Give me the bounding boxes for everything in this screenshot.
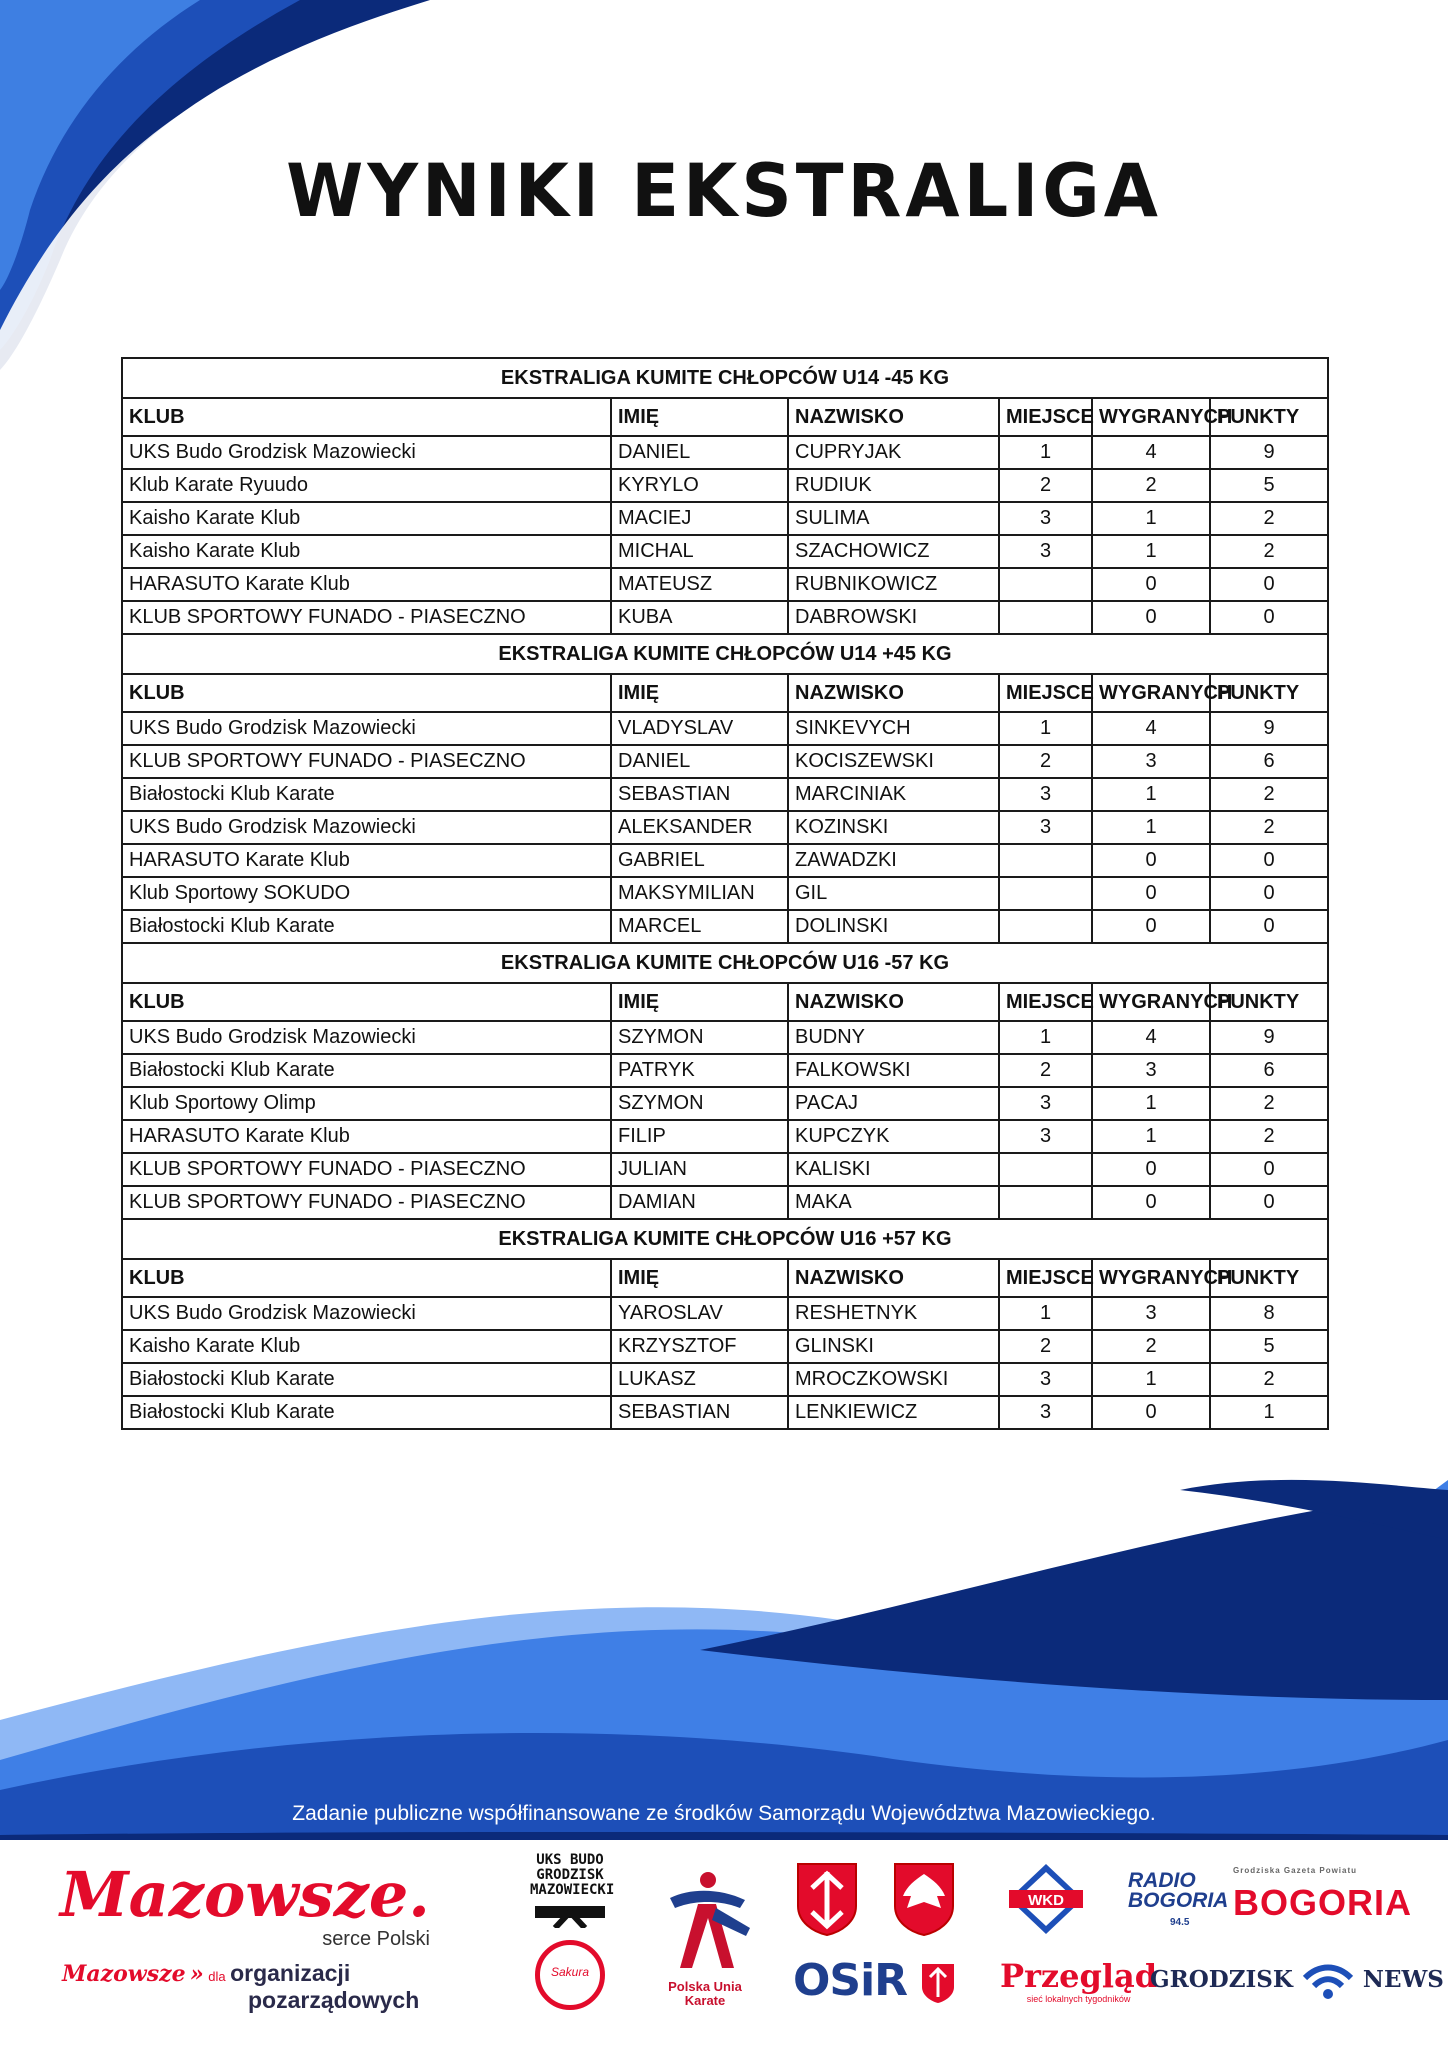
osir-crest-icon bbox=[921, 1963, 955, 2003]
cell-first-name: SEBASTIAN bbox=[611, 778, 788, 811]
cell-club: Białostocki Klub Karate bbox=[122, 1054, 611, 1087]
page-title: WYNIKI EKSTRALIGA bbox=[286, 147, 1162, 235]
cell-club: HARASUTO Karate Klub bbox=[122, 844, 611, 877]
cell-place bbox=[999, 844, 1092, 877]
cell-club: Kaisho Karate Klub bbox=[122, 1330, 611, 1363]
cell-club: HARASUTO Karate Klub bbox=[122, 1120, 611, 1153]
cell-last-name: KUPCZYK bbox=[788, 1120, 999, 1153]
uks-line1: UKS BUDO bbox=[536, 1852, 604, 1868]
bogoria-logo bbox=[1233, 1866, 1413, 1924]
cell-last-name: DOLINSKI bbox=[788, 910, 999, 943]
radio-bogoria-logo bbox=[1124, 1865, 1229, 1935]
karate-belt-icon bbox=[535, 1898, 605, 1928]
ngo-small: dla bbox=[208, 1969, 226, 1984]
przeglad-logo bbox=[1000, 1958, 1157, 2004]
column-header-points: PUNKTY bbox=[1210, 398, 1328, 436]
cell-wins: 1 bbox=[1092, 502, 1210, 535]
table-row bbox=[122, 1297, 1328, 1330]
puk-line1: Polska Unia bbox=[668, 1979, 742, 1994]
mazowsze-logo bbox=[60, 1860, 450, 1950]
wkd-logo bbox=[1007, 1862, 1085, 1936]
cell-points: 8 bbox=[1210, 1297, 1328, 1330]
grodzisk-news-logo bbox=[1150, 1962, 1444, 2000]
cell-last-name: MAKA bbox=[788, 1186, 999, 1219]
cell-place: 3 bbox=[999, 1396, 1092, 1429]
cell-points: 6 bbox=[1210, 745, 1328, 778]
table-row bbox=[122, 469, 1328, 502]
ngo-brand: Mazowsze bbox=[62, 1961, 186, 1987]
cell-place: 2 bbox=[999, 469, 1092, 502]
cell-club: UKS Budo Grodzisk Mazowiecki bbox=[122, 811, 611, 844]
cell-place bbox=[999, 1186, 1092, 1219]
cell-club: UKS Budo Grodzisk Mazowiecki bbox=[122, 1297, 611, 1330]
cell-first-name: SZYMON bbox=[611, 1087, 788, 1120]
cell-points: 2 bbox=[1210, 1120, 1328, 1153]
table-row bbox=[122, 1054, 1328, 1087]
cell-wins: 1 bbox=[1092, 778, 1210, 811]
cell-points: 0 bbox=[1210, 844, 1328, 877]
cell-points: 0 bbox=[1210, 1186, 1328, 1219]
column-header-place: MIEJSCE bbox=[999, 1259, 1092, 1297]
table-row bbox=[122, 502, 1328, 535]
column-header-wins: WYGRANYCH bbox=[1092, 398, 1210, 436]
cell-last-name: SINKEVYCH bbox=[788, 712, 999, 745]
cell-place: 2 bbox=[999, 1054, 1092, 1087]
cell-points: 0 bbox=[1210, 877, 1328, 910]
column-header-last-name: NAZWISKO bbox=[788, 674, 999, 712]
column-header-first-name: IMIĘ bbox=[611, 983, 788, 1021]
cell-first-name: LUKASZ bbox=[611, 1363, 788, 1396]
cell-wins: 0 bbox=[1092, 1186, 1210, 1219]
cell-club: KLUB SPORTOWY FUNADO - PIASECZNO bbox=[122, 745, 611, 778]
category-header-row bbox=[122, 358, 1328, 398]
powiat-crest-icon bbox=[893, 1862, 955, 1936]
column-header-first-name: IMIĘ bbox=[611, 1259, 788, 1297]
cell-points: 2 bbox=[1210, 1363, 1328, 1396]
cell-wins: 4 bbox=[1092, 1021, 1210, 1054]
category-title: EKSTRALIGA KUMITE CHŁOPCÓW U14 -45 KG bbox=[122, 358, 1328, 398]
cell-place bbox=[999, 910, 1092, 943]
ngo-line2: pozarządowych bbox=[248, 1987, 420, 2013]
cell-points: 2 bbox=[1210, 778, 1328, 811]
cell-first-name: KRZYSZTOF bbox=[611, 1330, 788, 1363]
table-row bbox=[122, 1396, 1328, 1429]
results-table bbox=[121, 357, 1329, 1430]
cell-points: 2 bbox=[1210, 502, 1328, 535]
polska-unia-karate-logo bbox=[650, 1868, 760, 2008]
table-row bbox=[122, 745, 1328, 778]
cell-wins: 3 bbox=[1092, 745, 1210, 778]
cell-wins: 1 bbox=[1092, 1120, 1210, 1153]
table-row bbox=[122, 1330, 1328, 1363]
column-header-points: PUNKTY bbox=[1210, 983, 1328, 1021]
category-header-row bbox=[122, 943, 1328, 983]
table-row bbox=[122, 1363, 1328, 1396]
cell-place: 2 bbox=[999, 745, 1092, 778]
radio-line2: BOGORIA bbox=[1128, 1889, 1229, 1912]
przeglad-name: Przegląd bbox=[1000, 1957, 1158, 1995]
table-row bbox=[122, 877, 1328, 910]
sakura-label: Sakura bbox=[550, 1965, 590, 1979]
cell-place: 3 bbox=[999, 1120, 1092, 1153]
cell-wins: 4 bbox=[1092, 436, 1210, 469]
table-row bbox=[122, 1186, 1328, 1219]
cell-first-name: GABRIEL bbox=[611, 844, 788, 877]
cell-last-name: LENKIEWICZ bbox=[788, 1396, 999, 1429]
cell-last-name: DABROWSKI bbox=[788, 601, 999, 634]
uks-line3: MAZOWIECKI bbox=[530, 1882, 615, 1898]
column-header-club: KLUB bbox=[122, 1259, 611, 1297]
cell-first-name: MARCEL bbox=[611, 910, 788, 943]
table-row bbox=[122, 568, 1328, 601]
cell-club: Białostocki Klub Karate bbox=[122, 1396, 611, 1429]
table-row bbox=[122, 535, 1328, 568]
cell-points: 9 bbox=[1210, 436, 1328, 469]
cell-place: 1 bbox=[999, 1021, 1092, 1054]
table-row bbox=[122, 436, 1328, 469]
column-header-wins: WYGRANYCH bbox=[1092, 983, 1210, 1021]
osir-label: OSiR bbox=[793, 1955, 908, 2006]
cell-last-name: MARCINIAK bbox=[788, 778, 999, 811]
cell-last-name: SULIMA bbox=[788, 502, 999, 535]
column-header-points: PUNKTY bbox=[1210, 1259, 1328, 1297]
wifi-icon bbox=[1301, 1962, 1355, 2000]
cell-club: KLUB SPORTOWY FUNADO - PIASECZNO bbox=[122, 601, 611, 634]
cell-points: 5 bbox=[1210, 469, 1328, 502]
cell-last-name: MROCZKOWSKI bbox=[788, 1363, 999, 1396]
column-header-place: MIEJSCE bbox=[999, 398, 1092, 436]
uks-budo-logo bbox=[530, 1852, 615, 1933]
cell-club: Kaisho Karate Klub bbox=[122, 502, 611, 535]
cell-club: KLUB SPORTOWY FUNADO - PIASECZNO bbox=[122, 1153, 611, 1186]
cell-points: 2 bbox=[1210, 811, 1328, 844]
puk-line2: Karate bbox=[684, 1993, 726, 2008]
cell-place: 3 bbox=[999, 502, 1092, 535]
cell-last-name: ZAWADZKI bbox=[788, 844, 999, 877]
cell-place: 1 bbox=[999, 436, 1092, 469]
column-header-first-name: IMIĘ bbox=[611, 398, 788, 436]
cell-wins: 4 bbox=[1092, 712, 1210, 745]
cell-club: Kaisho Karate Klub bbox=[122, 535, 611, 568]
gnews-right: NEWS bbox=[1362, 1966, 1444, 1993]
mazowsze-title: Mazowsze. bbox=[60, 1858, 430, 1931]
gnews-left: GRODZISK bbox=[1150, 1966, 1293, 1993]
cell-place: 3 bbox=[999, 1087, 1092, 1120]
table-row bbox=[122, 811, 1328, 844]
cell-first-name: KYRYLO bbox=[611, 469, 788, 502]
cell-first-name: MATEUSZ bbox=[611, 568, 788, 601]
cell-place bbox=[999, 568, 1092, 601]
column-header-place: MIEJSCE bbox=[999, 983, 1092, 1021]
cell-wins: 1 bbox=[1092, 1363, 1210, 1396]
cell-club: KLUB SPORTOWY FUNADO - PIASECZNO bbox=[122, 1186, 611, 1219]
cell-wins: 3 bbox=[1092, 1054, 1210, 1087]
column-header-place: MIEJSCE bbox=[999, 674, 1092, 712]
cell-last-name: KALISKI bbox=[788, 1153, 999, 1186]
cell-last-name: GLINSKI bbox=[788, 1330, 999, 1363]
category-title: EKSTRALIGA KUMITE CHŁOPCÓW U16 +57 KG bbox=[122, 1219, 1328, 1259]
cell-wins: 2 bbox=[1092, 469, 1210, 502]
cell-wins: 0 bbox=[1092, 910, 1210, 943]
przeglad-subtitle: sieć lokalnych tygodników bbox=[1026, 1994, 1131, 2004]
cell-club: UKS Budo Grodzisk Mazowiecki bbox=[122, 1021, 611, 1054]
cell-points: 0 bbox=[1210, 910, 1328, 943]
cell-first-name: MACIEJ bbox=[611, 502, 788, 535]
cell-first-name: YAROSLAV bbox=[611, 1297, 788, 1330]
cell-points: 5 bbox=[1210, 1330, 1328, 1363]
cell-place: 3 bbox=[999, 811, 1092, 844]
cell-place bbox=[999, 1153, 1092, 1186]
cell-place: 1 bbox=[999, 712, 1092, 745]
cell-place bbox=[999, 877, 1092, 910]
cell-place: 3 bbox=[999, 778, 1092, 811]
column-header-row bbox=[122, 398, 1328, 436]
cell-first-name: DAMIAN bbox=[611, 1186, 788, 1219]
ngo-line1: organizacji bbox=[230, 1960, 351, 1986]
column-header-points: PUNKTY bbox=[1210, 674, 1328, 712]
cell-wins: 1 bbox=[1092, 535, 1210, 568]
radio-line1: RADIO bbox=[1128, 1869, 1196, 1892]
cell-points: 2 bbox=[1210, 535, 1328, 568]
column-header-club: KLUB bbox=[122, 398, 611, 436]
cell-club: UKS Budo Grodzisk Mazowiecki bbox=[122, 712, 611, 745]
wkd-label: WKD bbox=[1028, 1892, 1064, 1909]
cell-club: Białostocki Klub Karate bbox=[122, 910, 611, 943]
cell-first-name: SEBASTIAN bbox=[611, 1396, 788, 1429]
cell-wins: 0 bbox=[1092, 568, 1210, 601]
cell-first-name: DANIEL bbox=[611, 745, 788, 778]
column-header-last-name: NAZWISKO bbox=[788, 983, 999, 1021]
cell-last-name: SZACHOWICZ bbox=[788, 535, 999, 568]
cell-last-name: BUDNY bbox=[788, 1021, 999, 1054]
table-row bbox=[122, 778, 1328, 811]
cell-club: Klub Sportowy Olimp bbox=[122, 1087, 611, 1120]
results-table-body bbox=[122, 358, 1328, 1429]
cell-club: Klub Sportowy SOKUDO bbox=[122, 877, 611, 910]
cell-points: 6 bbox=[1210, 1054, 1328, 1087]
ngo-logo bbox=[62, 1960, 462, 2020]
cell-points: 9 bbox=[1210, 1021, 1328, 1054]
sakura-logo bbox=[535, 1940, 605, 2010]
table-row bbox=[122, 712, 1328, 745]
cell-points: 2 bbox=[1210, 1087, 1328, 1120]
cell-first-name: MAKSYMILIAN bbox=[611, 877, 788, 910]
cell-points: 0 bbox=[1210, 1153, 1328, 1186]
cell-place: 3 bbox=[999, 535, 1092, 568]
bogoria-name: BOGORIA bbox=[1233, 1882, 1413, 1923]
category-title: EKSTRALIGA KUMITE CHŁOPCÓW U16 -57 KG bbox=[122, 943, 1328, 983]
column-header-club: KLUB bbox=[122, 983, 611, 1021]
mazowsze-subtitle: serce Polski bbox=[322, 1928, 430, 1950]
osir-logo bbox=[793, 1955, 955, 2006]
cell-wins: 1 bbox=[1092, 811, 1210, 844]
cell-wins: 2 bbox=[1092, 1330, 1210, 1363]
column-header-wins: WYGRANYCH bbox=[1092, 674, 1210, 712]
cell-first-name: ALEKSANDER bbox=[611, 811, 788, 844]
cell-last-name: KOCISZEWSKI bbox=[788, 745, 999, 778]
cell-club: Klub Karate Ryuudo bbox=[122, 469, 611, 502]
grodzisk-crest-icon bbox=[796, 1862, 858, 1936]
cell-club: HARASUTO Karate Klub bbox=[122, 568, 611, 601]
radio-frequency: 94.5 bbox=[1170, 1917, 1190, 1928]
cell-place: 3 bbox=[999, 1363, 1092, 1396]
cell-last-name: RUDIUK bbox=[788, 469, 999, 502]
cell-wins: 0 bbox=[1092, 1396, 1210, 1429]
cell-points: 0 bbox=[1210, 568, 1328, 601]
table-row bbox=[122, 910, 1328, 943]
cell-club: UKS Budo Grodzisk Mazowiecki bbox=[122, 436, 611, 469]
table-row bbox=[122, 1087, 1328, 1120]
cell-last-name: RUBNIKOWICZ bbox=[788, 568, 999, 601]
category-header-row bbox=[122, 1219, 1328, 1259]
cell-wins: 0 bbox=[1092, 877, 1210, 910]
uks-line2: GRODZISK bbox=[536, 1867, 604, 1883]
cell-wins: 3 bbox=[1092, 1297, 1210, 1330]
cell-club: Białostocki Klub Karate bbox=[122, 778, 611, 811]
column-header-row bbox=[122, 1259, 1328, 1297]
ngo-arrows: » bbox=[190, 1961, 204, 1987]
table-row bbox=[122, 1153, 1328, 1186]
cell-last-name: KOZINSKI bbox=[788, 811, 999, 844]
cell-last-name: RESHETNYK bbox=[788, 1297, 999, 1330]
footer-funding-text: Zadanie publiczne współfinansowane ze środków Samorządu Województwa Mazowieckiego. bbox=[292, 1802, 1156, 1825]
cell-place bbox=[999, 601, 1092, 634]
column-header-last-name: NAZWISKO bbox=[788, 1259, 999, 1297]
bogoria-tagline: Grodziska Gazeta Powiatu bbox=[1233, 1866, 1358, 1875]
cell-first-name: VLADYSLAV bbox=[611, 712, 788, 745]
cell-wins: 0 bbox=[1092, 844, 1210, 877]
cell-points: 1 bbox=[1210, 1396, 1328, 1429]
cell-club: Białostocki Klub Karate bbox=[122, 1363, 611, 1396]
cell-points: 9 bbox=[1210, 712, 1328, 745]
cell-points: 0 bbox=[1210, 601, 1328, 634]
table-row bbox=[122, 1021, 1328, 1054]
category-title: EKSTRALIGA KUMITE CHŁOPCÓW U14 +45 KG bbox=[122, 634, 1328, 674]
category-header-row bbox=[122, 634, 1328, 674]
cell-last-name: FALKOWSKI bbox=[788, 1054, 999, 1087]
column-header-first-name: IMIĘ bbox=[611, 674, 788, 712]
cell-wins: 1 bbox=[1092, 1087, 1210, 1120]
column-header-last-name: NAZWISKO bbox=[788, 398, 999, 436]
column-header-row bbox=[122, 983, 1328, 1021]
table-row bbox=[122, 601, 1328, 634]
cell-first-name: JULIAN bbox=[611, 1153, 788, 1186]
cell-first-name: DANIEL bbox=[611, 436, 788, 469]
table-row bbox=[122, 1120, 1328, 1153]
cell-wins: 0 bbox=[1092, 601, 1210, 634]
cell-place: 1 bbox=[999, 1297, 1092, 1330]
cell-first-name: SZYMON bbox=[611, 1021, 788, 1054]
cell-wins: 0 bbox=[1092, 1153, 1210, 1186]
cell-last-name: PACAJ bbox=[788, 1087, 999, 1120]
table-row bbox=[122, 844, 1328, 877]
cell-first-name: PATRYK bbox=[611, 1054, 788, 1087]
column-header-row bbox=[122, 674, 1328, 712]
cell-first-name: MICHAL bbox=[611, 535, 788, 568]
cell-first-name: FILIP bbox=[611, 1120, 788, 1153]
cell-first-name: KUBA bbox=[611, 601, 788, 634]
cell-last-name: CUPRYJAK bbox=[788, 436, 999, 469]
cell-last-name: GIL bbox=[788, 877, 999, 910]
column-header-club: KLUB bbox=[122, 674, 611, 712]
karate-figure-icon bbox=[650, 1868, 760, 1978]
column-header-wins: WYGRANYCH bbox=[1092, 1259, 1210, 1297]
cell-place: 2 bbox=[999, 1330, 1092, 1363]
